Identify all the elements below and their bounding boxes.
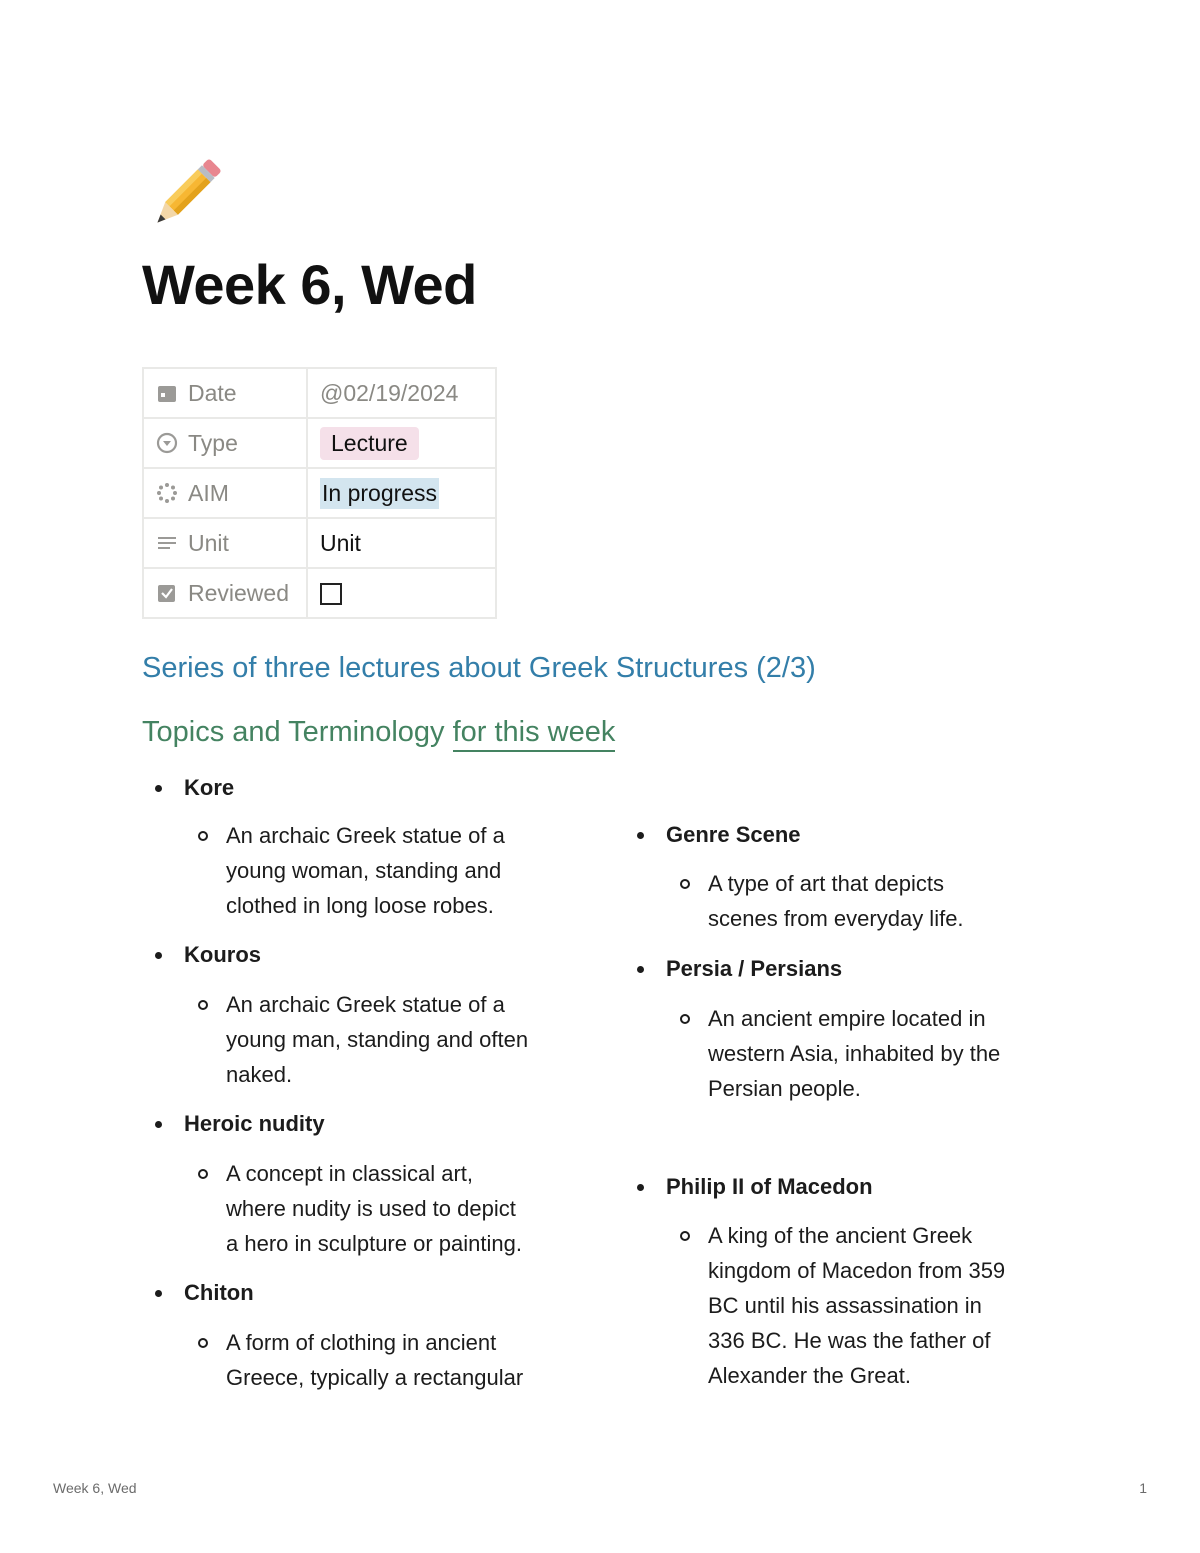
definition-line: Greece, typically a rectangular xyxy=(226,1365,524,1390)
pencil-icon xyxy=(140,150,230,240)
term-philip-ii: Philip II of Macedon xyxy=(624,1169,1084,1204)
reviewed-value xyxy=(307,568,496,618)
definition-line: Alexander the Great. xyxy=(708,1363,912,1388)
property-row-reviewed xyxy=(143,568,496,618)
property-row-type xyxy=(143,418,496,468)
definition-line: where nudity is used to depict xyxy=(226,1196,516,1221)
definition-line: A concept in classical art, xyxy=(142,1156,592,1191)
topics-heading-text: Topics and Terminology xyxy=(142,716,453,748)
left-terms-column xyxy=(142,770,592,1395)
definition-line: A king of the ancient Greek xyxy=(624,1218,1084,1253)
aim-value[interactable] xyxy=(307,468,496,518)
property-name: Type xyxy=(188,429,238,456)
definition-line: western Asia, inhabited by the xyxy=(708,1041,1001,1066)
definition-line: A form of clothing in ancient xyxy=(142,1325,592,1360)
unit-value[interactable] xyxy=(307,518,496,568)
property-name: Unit xyxy=(188,529,229,556)
definition-line: young woman, standing and xyxy=(226,858,502,883)
right-terms-column xyxy=(624,817,1084,1393)
properties-table xyxy=(142,367,497,619)
status-tag: In progress xyxy=(320,478,439,509)
definition-line: A type of art that depicts xyxy=(624,866,1084,901)
property-name: Date xyxy=(188,379,237,406)
date-text: @02/19/2024 xyxy=(320,379,459,406)
text-lines-icon xyxy=(156,532,178,554)
topics-heading xyxy=(142,716,615,749)
definition-line: An ancient empire located in xyxy=(624,1001,1084,1036)
property-row-unit xyxy=(143,518,496,568)
page-number: 1 xyxy=(1139,1480,1147,1496)
term-genre-scene: Genre Scene xyxy=(624,817,1084,852)
definition-line: kingdom of Macedon from 359 xyxy=(708,1258,1006,1283)
type-value[interactable] xyxy=(307,418,496,468)
term-chiton: Chiton xyxy=(142,1275,592,1310)
definition-line: a hero in sculpture or painting. xyxy=(226,1231,522,1256)
page-title: Week 6, Wed xyxy=(142,253,477,316)
term-heroic-nudity: Heroic nudity xyxy=(142,1106,592,1141)
reviewed-checkbox[interactable] xyxy=(320,583,342,605)
property-name: Reviewed xyxy=(188,579,289,606)
term-kore: Kore xyxy=(142,770,592,805)
checkbox-icon xyxy=(156,582,178,604)
term-persia: Persia / Persians xyxy=(624,951,1084,986)
calendar-icon xyxy=(156,382,178,404)
definition-line: naked. xyxy=(226,1062,293,1087)
unit-text: Unit xyxy=(320,529,361,556)
term-kouros: Kouros xyxy=(142,937,592,972)
definition-line: 336 BC. He was the father of xyxy=(708,1328,991,1353)
property-row-date xyxy=(143,368,496,418)
series-heading: Series of three lectures about Greek Structures (2/3) xyxy=(142,652,816,684)
lecture-tag: Lecture xyxy=(320,427,419,460)
select-icon xyxy=(156,432,178,454)
property-row-aim xyxy=(143,468,496,518)
footer-title: Week 6, Wed xyxy=(53,1480,137,1496)
definition-line: Persian people. xyxy=(708,1076,861,1101)
definition-line: BC until his assassination in xyxy=(708,1293,982,1318)
definition-line: An archaic Greek statue of a xyxy=(142,987,592,1022)
status-icon xyxy=(156,482,178,504)
date-value[interactable] xyxy=(307,368,496,418)
definition-line: young man, standing and often xyxy=(226,1027,529,1052)
topics-heading-underlined: for this week xyxy=(453,716,616,752)
definition-line: clothed in long loose robes. xyxy=(226,893,494,918)
property-name: AIM xyxy=(188,479,229,506)
definition-line: An archaic Greek statue of a xyxy=(142,818,592,853)
definition-line: scenes from everyday life. xyxy=(708,906,964,931)
